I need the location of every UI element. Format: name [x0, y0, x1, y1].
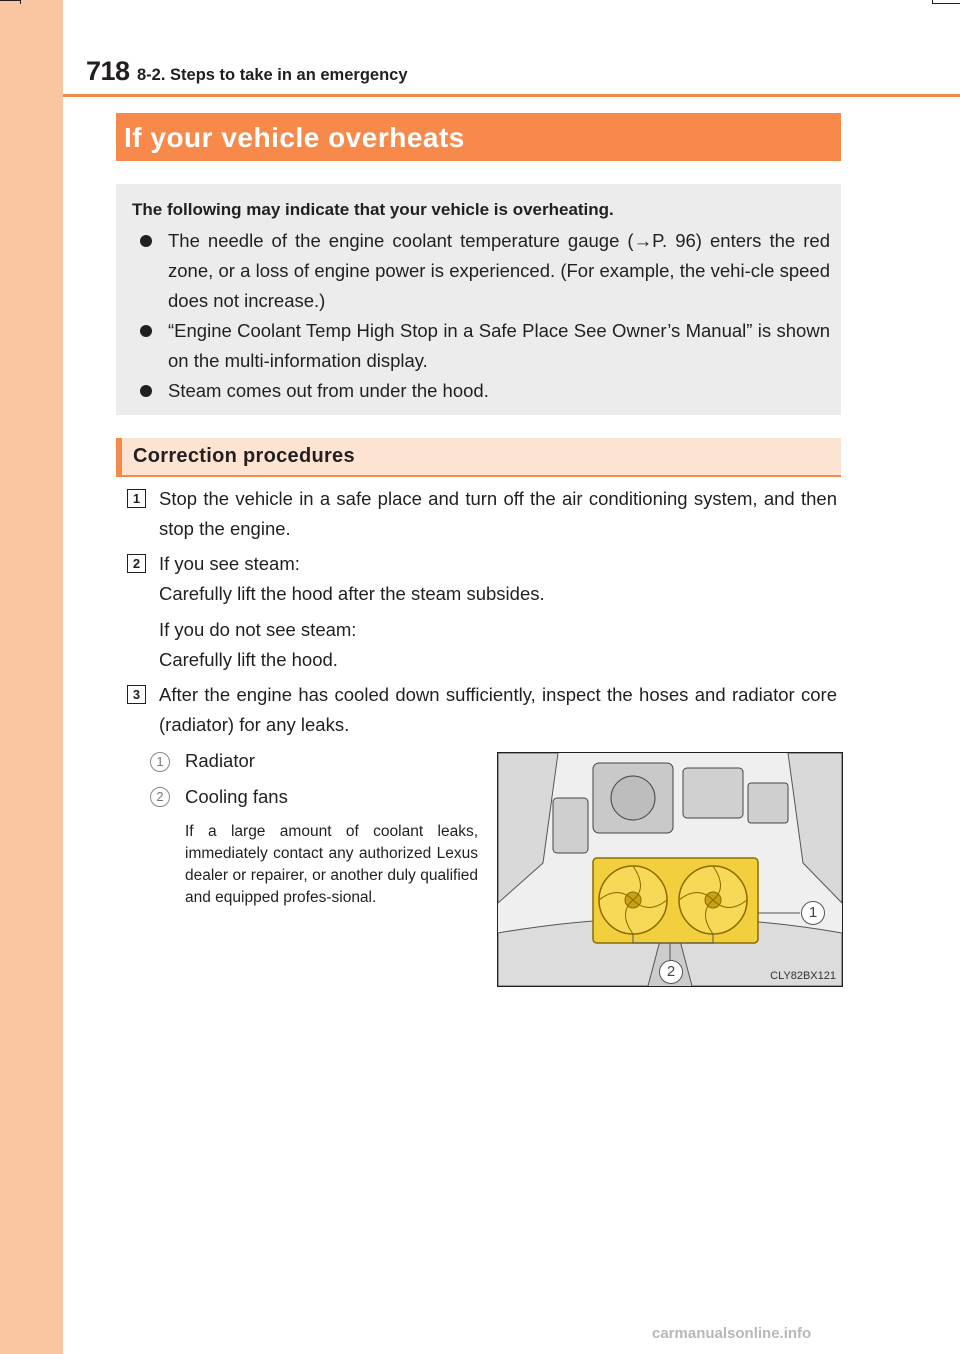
header-rule	[63, 94, 960, 97]
section-title: If your vehicle overheats	[124, 122, 465, 153]
subheading-text: Correction procedures	[133, 445, 355, 467]
legend-number-badge: 1	[150, 752, 170, 772]
step-text: After the engine has cooled down sufficiently, inspect the hoses and radiator core (radiator) for any leaks.	[159, 684, 837, 735]
bullet-dot-icon	[140, 385, 152, 397]
watermark: carmanualsonline.info	[652, 1325, 812, 1342]
step-text: If you see steam:	[159, 553, 300, 574]
legend-number-badge: 2	[150, 787, 170, 807]
indicator-text: “Engine Coolant Temp High Stop in a Safe Place See Owner’s Manual” is shown on the multi-information display.	[168, 320, 830, 371]
engine-bay-illustration	[498, 753, 842, 986]
indicator-text: Steam comes out from under the hood.	[168, 380, 489, 401]
bullet-dot-icon	[140, 235, 152, 247]
indicator-bullet	[140, 376, 830, 406]
correction-procedures-heading	[116, 438, 841, 477]
coolant-leak-note: If a large amount of coolant leaks, immediately contact any authorized Lexus dealer or repairer, or another duly qualified and equipped profes-sional.	[185, 823, 478, 906]
page-number: 718	[86, 56, 130, 86]
crop-mark-top-right	[932, 3, 960, 4]
figure-code: CLY82BX121	[770, 970, 836, 982]
indicator-bullet	[140, 226, 830, 316]
overheat-indicators-box	[116, 184, 841, 415]
crop-mark-top-left	[0, 0, 20, 1]
indicator-bullet	[140, 316, 830, 376]
step-text: Carefully lift the hood after the steam subsides.	[159, 583, 545, 604]
step-number-badge: 1	[127, 489, 146, 508]
side-color-band	[0, 0, 63, 1354]
section-title-bar	[116, 113, 841, 161]
legend-label: Radiator	[185, 750, 255, 771]
bullet-dot-icon	[140, 325, 152, 337]
legend-label: Cooling fans	[185, 786, 288, 807]
step-number-badge: 2	[127, 554, 146, 573]
step-number-badge: 3	[127, 685, 146, 704]
heading-accent	[116, 438, 122, 475]
crop-mark-top-left-v	[20, 0, 21, 4]
step-text: If you do not see steam:	[159, 619, 357, 640]
crop-mark-top-right-v	[932, 0, 933, 4]
step-text: Stop the vehicle in a safe place and turn off the air conditioning system, and then stop the engine.	[159, 488, 837, 539]
callout-1: 1	[801, 901, 825, 925]
indicator-text: The needle of the engine coolant temperature gauge (→P. 96) enters the red zone, or a loss of engine power is experienced. (For example, the vehi-cle speed does not increase.)	[168, 230, 830, 311]
callout-2: 2	[659, 960, 683, 984]
indicators-intro: The following may indicate that your vehicle is overheating.	[132, 200, 614, 219]
chapter-title: 8-2. Steps to take in an emergency	[137, 66, 408, 84]
engine-bay-figure	[497, 752, 843, 987]
step-text: Carefully lift the hood.	[159, 649, 338, 670]
